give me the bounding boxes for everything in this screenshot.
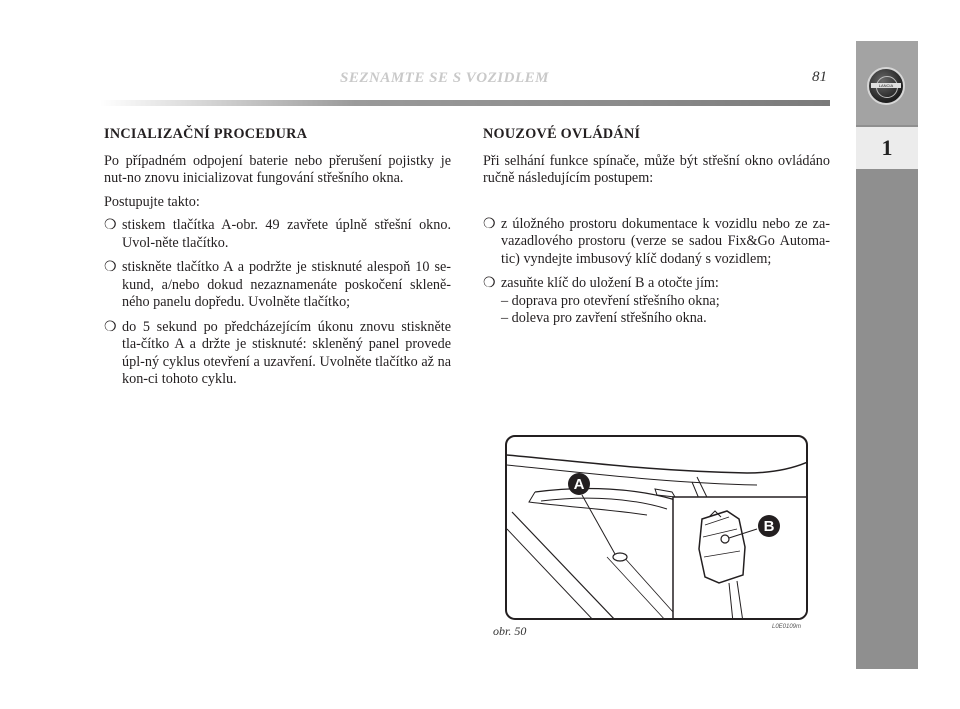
list-item <box>483 275 830 328</box>
procedure-list <box>104 217 451 389</box>
chapter-sidebar <box>856 41 918 669</box>
list-item-text: do 5 sekund po předcházejícím úkonu znovu stiskněte tla-čítko A a držte je stisknuté: skleněný panel provede úpl-ný cyklus otevření a uzavření. Uvolněte tlačítko až na kon-ci tohoto cyklu. <box>122 318 451 387</box>
bullet-icon: ❍ <box>104 319 117 335</box>
chapter-tab[interactable] <box>856 127 918 169</box>
logo-box <box>856 41 918 125</box>
list-item-text: stiskněte tlačítko A a podržte je stisknuté alespoň 10 se-kund, a/nebo dokud nezaznamenáte poskočení skleně-ného panelu dopředu. Uvolněte tlačítko; <box>122 259 451 310</box>
lead-paragraph: Postupujte takto: <box>104 193 200 210</box>
section-heading-initialization: INCIALIZAČNÍ PROCEDURA <box>104 126 308 142</box>
intro-paragraph: Po případném odpojení baterie nebo přerušení pojistky je nut-no znovu inicializovat fungování střešního okna. <box>104 152 451 186</box>
callout-b: B <box>763 518 775 535</box>
sub-item-open: – doprava pro otevření střešního okna; <box>501 292 720 309</box>
emergency-list <box>483 216 830 328</box>
figure-code: L0E0109m <box>772 624 802 630</box>
roof-mechanism-drawing <box>507 437 808 620</box>
spacer <box>483 194 830 216</box>
list-item-text: zasuňte klíč do uložení B a otočte jím: <box>501 275 719 291</box>
logo-text: LANCIA <box>878 83 894 88</box>
bullet-icon: ❍ <box>104 218 117 233</box>
list-item <box>104 319 451 389</box>
sub-item-close: – doleva pro zavření střešního okna. <box>501 310 707 326</box>
list-item <box>104 259 451 312</box>
left-column <box>104 126 451 396</box>
bullet-icon: ❍ <box>483 216 496 232</box>
lancia-logo-icon <box>867 67 905 105</box>
chapter-tab-number: 1 <box>881 135 893 160</box>
page-number: 81 <box>812 69 827 85</box>
list-item <box>104 217 451 252</box>
list-item-text: stiskem tlačítka A-obr. 49 zavřete úplně střešní okno. Uvol-něte tlačítko. <box>122 217 451 251</box>
header-title: SEZNAMTE SE S VOZIDLEM <box>340 70 549 86</box>
callout-a: A <box>573 476 585 493</box>
intro-paragraph: Při selhání funkce spínače, může být střešní okno ovládáno ručně následujícím postupem: <box>483 152 830 186</box>
list-item <box>483 216 830 269</box>
figure-illustration <box>505 435 808 620</box>
bullet-icon: ❍ <box>104 260 117 275</box>
right-column <box>483 126 830 335</box>
section-heading-emergency: NOUZOVÉ OVLÁDÁNÍ <box>483 126 641 142</box>
list-item-text: z úložného prostoru dokumentace k vozidlu nebo ze za-vazadlového prostoru (verze se sadou Fix&Go Automa-tic) vyndejte imbusový klíč dodaný s vozidlem; <box>501 215 830 267</box>
figure-caption: obr. 50 <box>493 624 527 638</box>
header-rule <box>100 100 830 106</box>
bullet-icon: ❍ <box>483 276 496 291</box>
